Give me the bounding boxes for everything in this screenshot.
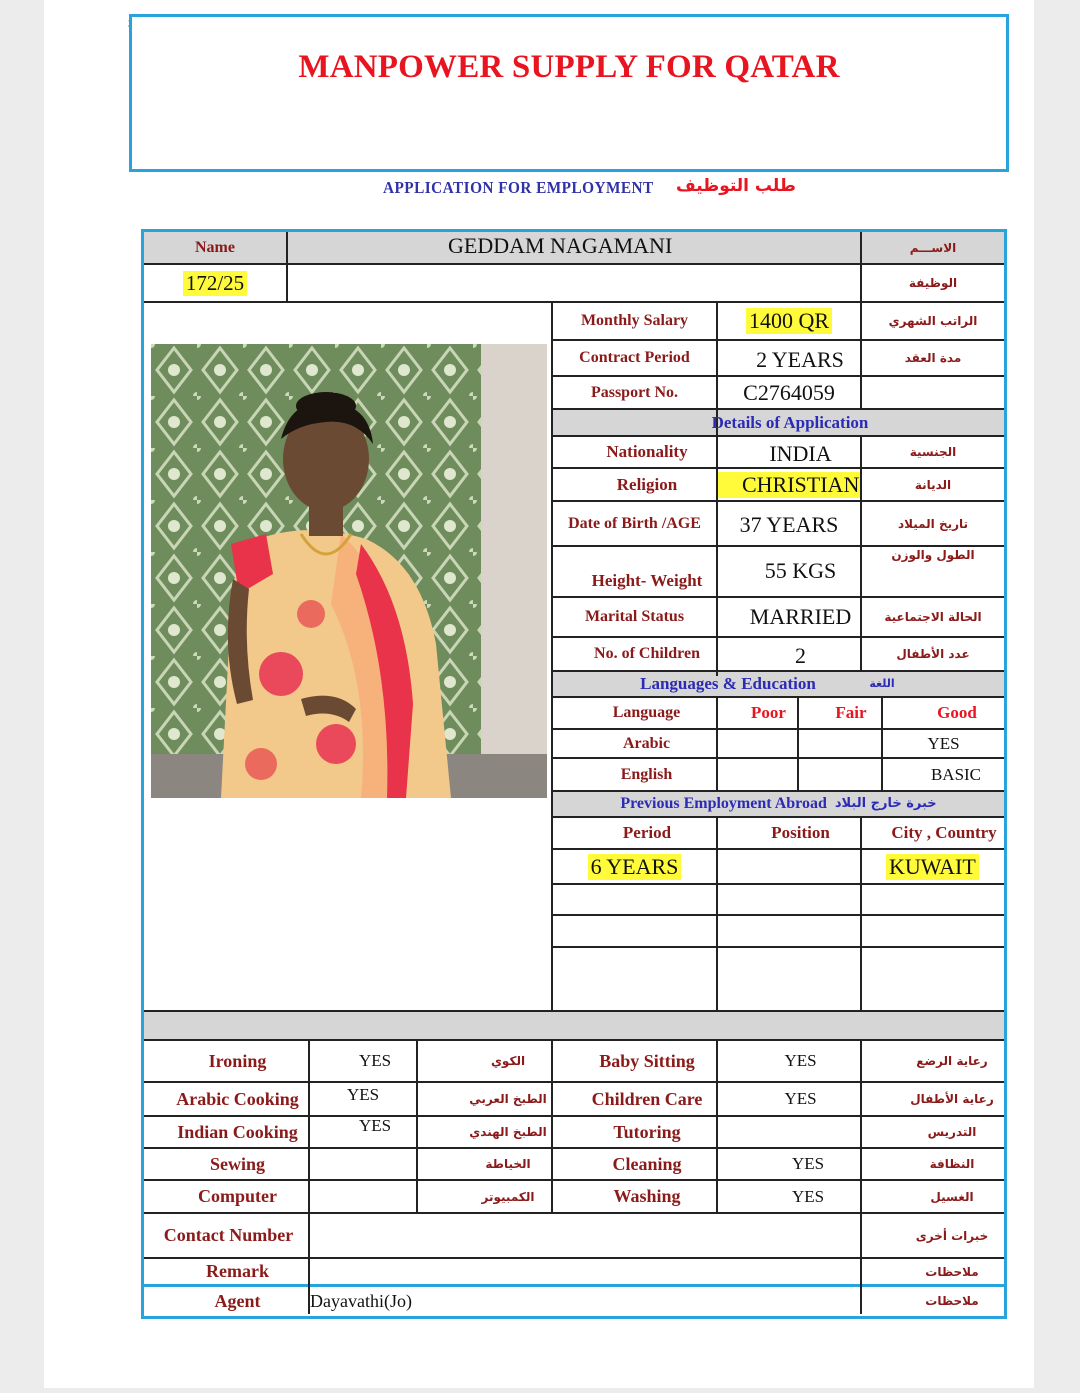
applicant-photo — [151, 344, 547, 798]
employment-section-title: Previous Employment Abroad — [620, 794, 827, 812]
contact-number-label: Contact Number — [163, 1225, 294, 1245]
skill-tutoring-arabic: التدريس — [927, 1125, 977, 1139]
employment-position-value — [718, 850, 860, 883]
name-label: Name — [195, 238, 235, 256]
period-header: Period — [622, 823, 672, 842]
skill-baby-sitting-label: Baby Sitting — [599, 1050, 695, 1071]
nationality-value: INDIA — [769, 441, 832, 466]
monthly-salary-value: 1400 QR — [746, 308, 832, 334]
religion-label: Religion — [616, 474, 678, 494]
employment-city-value: KUWAIT — [886, 854, 979, 880]
subtitle-arabic: طلب التوظيف — [676, 176, 796, 196]
skill-washing-label: Washing — [613, 1186, 681, 1206]
agent-arabic: ملاحظات — [925, 1294, 979, 1308]
skill-cleaning-value: YES — [791, 1154, 825, 1173]
dob-value: 37 YEARS — [739, 511, 839, 537]
skill-ironing-label: Ironing — [208, 1050, 267, 1071]
language-english-poor — [718, 759, 797, 790]
contact-number-value — [310, 1214, 860, 1257]
contract-period-value: 2 YEARS — [756, 347, 844, 372]
contact-number-arabic: خبرات أخرى — [915, 1228, 989, 1243]
skill-washing-arabic: الغسيل — [930, 1189, 974, 1204]
nationality-label: Nationality — [606, 442, 688, 461]
religion-cell — [718, 469, 860, 500]
details-section-title: Details of Application — [711, 412, 869, 432]
skill-ironing-value: YES — [358, 1051, 392, 1070]
subtitle: APPLICATION FOR EMPLOYMENT — [383, 178, 654, 197]
skill-tutoring-value — [718, 1117, 860, 1147]
ref-cell — [144, 265, 286, 301]
name-arabic: الاســـم — [909, 240, 957, 255]
skill-tutoring-label: Tutoring — [613, 1121, 681, 1142]
language-arabic-fair — [799, 730, 881, 757]
ref-number: 172/25 — [183, 271, 247, 296]
height-weight-arabic: الطول والوزن — [891, 548, 975, 562]
skill-indian-cooking-arabic: الطبخ الهندي — [469, 1125, 547, 1139]
passport-value: C2764059 — [743, 379, 835, 405]
dob-label: Date of Birth /AGE — [568, 514, 701, 532]
language-arabic-label: Arabic — [622, 734, 671, 752]
position-header: Position — [771, 823, 830, 842]
header-box — [129, 14, 1009, 172]
language-english-label: English — [620, 765, 673, 783]
skill-sewing-arabic: الخياطة — [485, 1157, 531, 1171]
monthly-salary-label: Monthly Salary — [580, 312, 689, 329]
contract-period-arabic: مدة العقد — [904, 351, 962, 365]
skill-arabic-cooking-label: Arabic Cooking — [176, 1088, 299, 1109]
religion-arabic: الديانة — [914, 477, 952, 492]
skill-cleaning-label: Cleaning — [612, 1153, 682, 1174]
skill-children-care-value: YES — [784, 1089, 817, 1108]
employment-section-arabic: خبرة خارج البلاد — [834, 796, 937, 811]
employment-section-header — [553, 791, 1004, 816]
children-value: 2 — [795, 643, 806, 668]
skill-computer-label: Computer — [198, 1186, 277, 1206]
fair-header: Fair — [835, 703, 867, 722]
employment-period-value: 6 YEARS — [588, 854, 682, 880]
marital-status-value: MARRIED — [749, 604, 852, 629]
name-value: GEDDAM NAGAMANI — [448, 232, 673, 258]
skill-sewing-value — [310, 1149, 416, 1179]
skill-baby-sitting-value: YES — [784, 1051, 817, 1070]
children-arabic: عدد الأطفال — [896, 647, 970, 661]
employment-city-cell — [862, 850, 1004, 883]
skill-children-care-arabic: رعاية الأطفال — [910, 1092, 994, 1106]
agent-value: Dayavathi(Jo) — [310, 1290, 412, 1311]
nationality-arabic: الجنسية — [909, 445, 957, 459]
language-arabic-poor — [718, 730, 797, 757]
skill-indian-cooking-value: YES — [358, 1116, 392, 1135]
skill-cleaning-arabic: النظافة — [929, 1157, 975, 1171]
skill-arabic-cooking-value: YES — [346, 1085, 380, 1104]
document-title: MANPOWER SUPPLY FOR QATAR — [298, 49, 840, 85]
skill-computer-arabic: الكمبيوتر — [481, 1189, 535, 1204]
passport-label: Passport No. — [590, 383, 679, 401]
city-header: City , Country — [891, 823, 997, 842]
contract-period-label: Contract Period — [579, 349, 690, 366]
languages-section-arabic: اللغة — [869, 677, 895, 690]
good-header: Good — [937, 703, 977, 722]
photo-illustration — [151, 344, 547, 798]
skill-children-care-label: Children Care — [591, 1088, 703, 1109]
skill-indian-cooking-label: Indian Cooking — [177, 1121, 298, 1142]
skill-arabic-cooking-arabic: الطبخ العربي — [469, 1092, 547, 1106]
language-english-fair — [799, 759, 881, 790]
skill-washing-value: YES — [791, 1186, 825, 1206]
height-weight-value: 55 KGS — [764, 557, 837, 583]
remark-arabic: ملاحظات — [925, 1264, 979, 1279]
employment-period-cell — [553, 850, 716, 883]
marital-status-label: Marital Status — [584, 608, 685, 625]
monthly-salary-arabic: الراتب الشهري — [888, 314, 978, 328]
marital-status-arabic: الحالة الاجتماعية — [884, 610, 982, 624]
agent-label: Agent — [214, 1290, 261, 1311]
remark-value — [310, 1259, 860, 1284]
skills-band — [144, 1012, 1004, 1039]
language-english-good: BASIC — [930, 764, 982, 784]
language-header: Language — [612, 704, 681, 721]
skill-computer-value — [310, 1181, 416, 1212]
height-weight-label: Height- Weight — [591, 571, 703, 590]
remark-label: Remark — [206, 1261, 269, 1281]
skill-baby-sitting-arabic: رعاية الرضع — [916, 1054, 988, 1068]
skill-ironing-arabic: الكوي — [490, 1054, 526, 1068]
religion-value: CHRISTIAN — [718, 472, 860, 498]
monthly-salary-cell — [718, 303, 860, 339]
poor-header: Poor — [751, 703, 786, 722]
languages-section-title: Languages & Education — [640, 673, 816, 693]
job-arabic: الوظيفة — [908, 276, 958, 290]
language-arabic-good: YES — [927, 733, 960, 753]
children-label: No. of Children — [594, 645, 700, 662]
skill-sewing-label: Sewing — [209, 1153, 265, 1174]
dob-arabic: تاريخ الميلاد — [897, 516, 969, 531]
